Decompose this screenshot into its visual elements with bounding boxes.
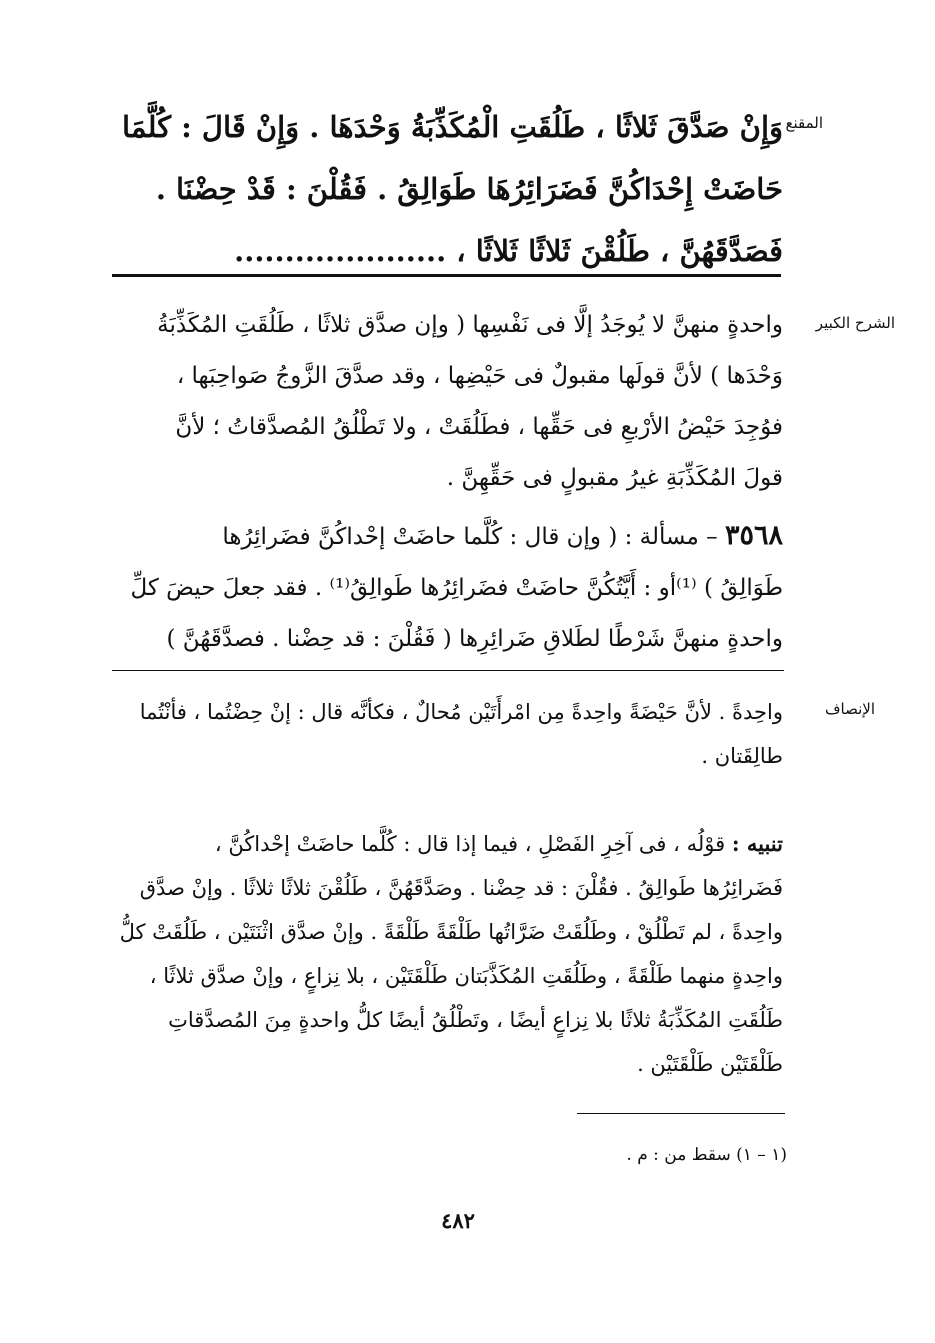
page-number: ٤٨٢ xyxy=(441,1208,475,1233)
footnote-divider xyxy=(577,1113,785,1114)
masala-first-line xyxy=(101,510,783,563)
footnote: (١ – ١) سقط من : م . xyxy=(626,1145,787,1165)
tanbih-line: واحِدةٍ منهما طَلْقَةً ، وطَلُقَتِ المُكَذَّبَتان طَلْقَتَيْن ، بلا نِزاعٍ ، وإنْ صدَّق ثلاثًا ، xyxy=(149,964,783,988)
masala-line: – مسألة : ( وإن قال : كُلَّما حاضَتْ إحْداكُنَّ فضَرائِرُها xyxy=(222,524,718,550)
sharh-divider xyxy=(112,670,784,671)
insaf-line: واحِدةً . لأنَّ حَيْضَةً واحِدةً مِن امْرأَتَيْن مُحالٌ ، فكأنَّه قال : إنْ حِضْتُما ، فأنْتُما xyxy=(139,700,783,724)
sharh-line: فوُجِدَ حَيْضُ الأرْبعِ فى حَقِّها ، فطَلُقَتْ ، ولا تَطْلُقُ المُصدَّقاتُ ؛ لأنَّ xyxy=(175,414,783,440)
sharh-line: قولَ المُكَذِّبَةِ غيرُ مقبولٍ فى حَقِّهِنَّ . xyxy=(446,465,783,491)
muqni-line: حَاضَتْ إِحْدَاكُنَّ فَضَرَائِرُهَا طَوَالِقُ . فَقُلْنَ : قَدْ حِضْنَا . xyxy=(155,172,783,206)
muqni-line: فَصَدَّقَهُنَّ ، طَلُقْنَ ثَلاثًا ثَلاثًا ، ..................... xyxy=(234,234,783,268)
sharh-line: واحدةٍ منهنَّ لا يُوجَدُ إلَّا فى نَفْسِها ( وإن صدَّق ثلاثًا ، طَلُقَتِ المُكَذِّبَةُ xyxy=(157,312,783,338)
tanbih-text xyxy=(101,822,783,1086)
sharh-label: الشرح الكبير xyxy=(815,314,895,332)
insaf-line: طالِقَتان . xyxy=(701,744,783,768)
muqni-divider xyxy=(112,274,781,277)
tanbih-line: طَلُقَتِ المُكَذِّبَةُ ثلاثًا بلا نِزاعٍ أيضًا ، وتَطْلُقُ أيضًا كلُّ واحدةٍ مِنَ المُصدَّقاتِ xyxy=(168,1008,783,1032)
insaf-text xyxy=(101,690,783,778)
sharh-line: وَحْدَها ) لأنَّ قولَها مقبولٌ فى حَيْضِها ، وقد صدَّقَ الزَّوجُ صَواحِبَها ، xyxy=(176,363,783,389)
sharh-text xyxy=(101,300,783,665)
tanbih-word: تنبيه : xyxy=(731,831,783,856)
masala-line: طَوَالِقُ ) ⁽¹⁾أو : أَيَّتُكُنَّ حاضَتْ فضَرائِرُها طَوالِقُ⁽¹⁾ . فقد جعلَ حيضَ كلِّ xyxy=(130,575,783,601)
muqni-label: المقنع xyxy=(785,114,823,132)
tanbih-line: واحِدةً ، لم تَطْلُقْ ، وطَلُقَتْ ضَرَّاتُها طَلْقَةً طَلْقَةً . وإنْ صدَّق اثْنَتَيْن ، طَلُقَتْ كلُّ xyxy=(119,920,783,944)
insaf-label: الإنصاف xyxy=(824,700,875,718)
tanbih-line: طَلْقَتَيْن طَلْقَتَيْن . xyxy=(637,1052,783,1076)
tanbih-first-line xyxy=(101,822,783,866)
tanbih-line: قوْلُه ، فى آخِرِ الفَصْلِ ، فيما إذا قال : كُلَّما حاضَتْ إحْداكُنَّ ، xyxy=(214,832,726,856)
masala-line: واحدةٍ منهنَّ شَرْطًا لطَلاقِ ضَرائِرِها ( فَقُلْنَ : قد حِضْنا . فصدَّقَهُنَّ ) xyxy=(166,626,783,652)
tanbih-line: فَضَرائِرُها طَوالِقُ . فقُلْنَ : قد حِضْنا . وصَدَّقَهُنَّ ، طَلُقْنَ ثلاثًا ثلاثًا . وإنْ صدَّق xyxy=(139,876,783,900)
masala-number: ٣٥٦٨ xyxy=(724,520,783,551)
muqni-text xyxy=(101,96,783,282)
muqni-line: وَإِنْ صَدَّقَ ثَلاثًا ، طَلُقَتِ الْمُكَذِّبَةُ وَحْدَهَا . وَإِنْ قَالَ : كُلَّمَا xyxy=(122,110,783,144)
